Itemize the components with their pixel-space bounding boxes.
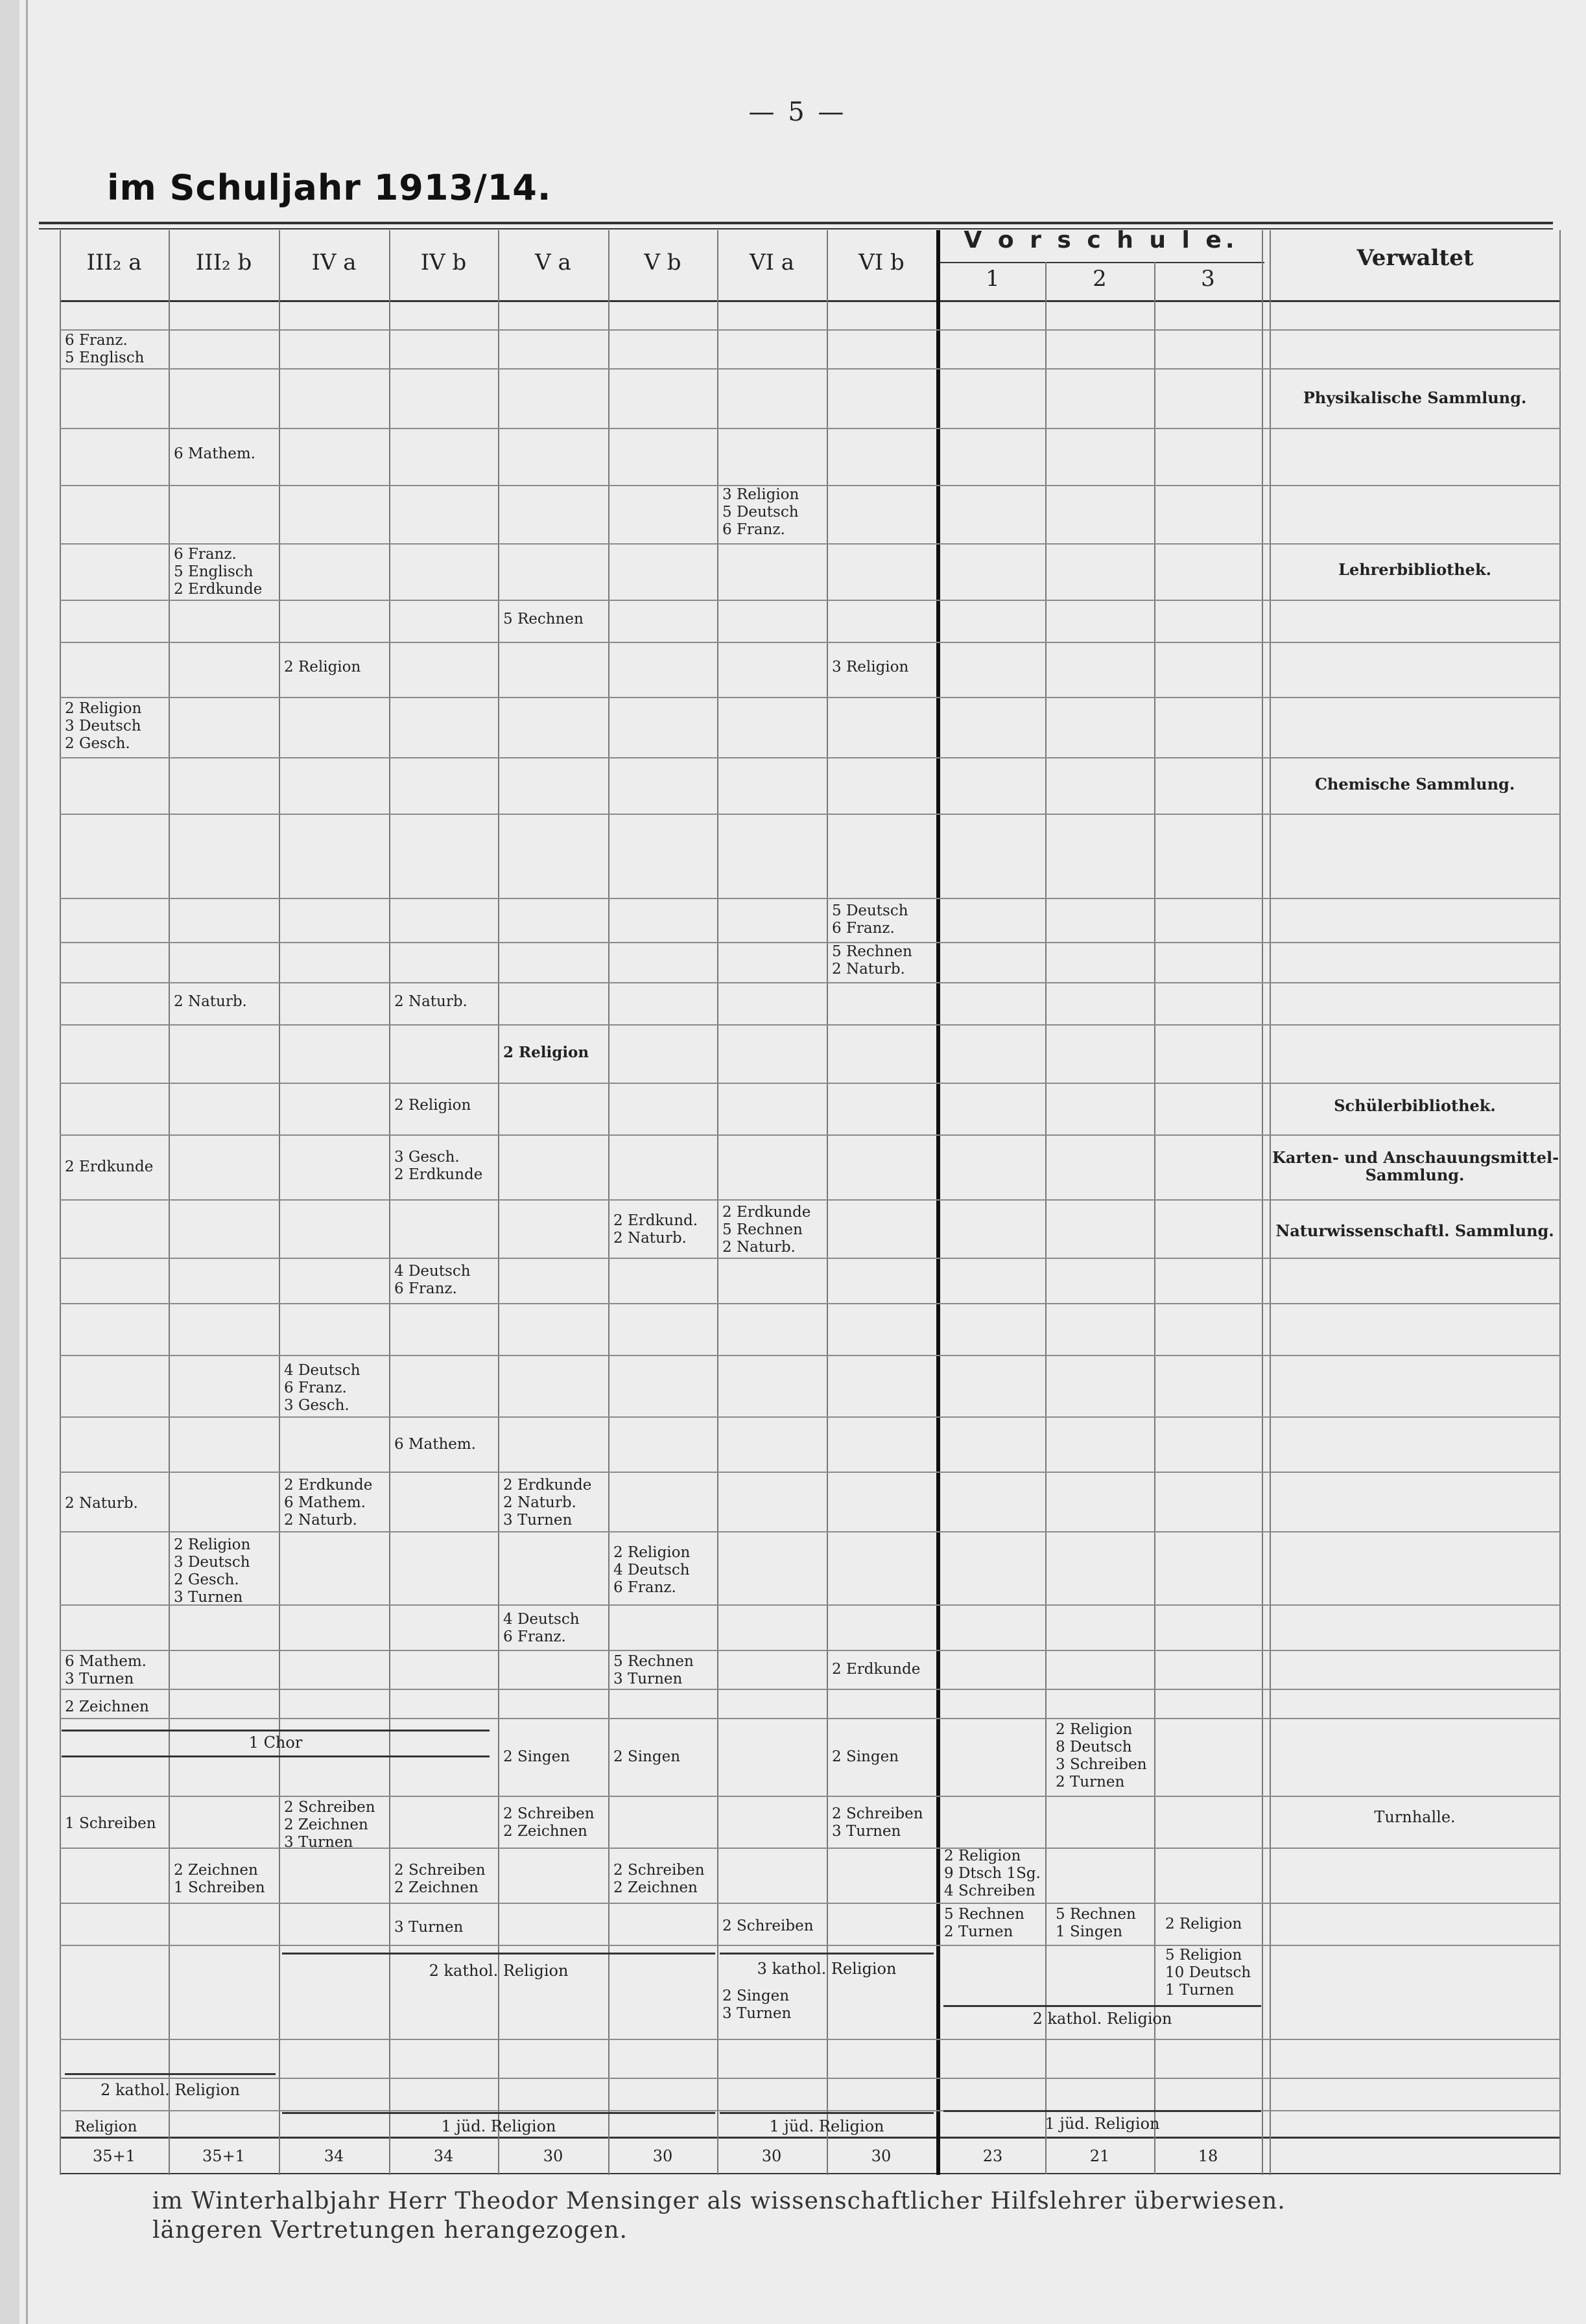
cell-entry: 2 Naturb. [174, 993, 247, 1010]
row-line [60, 757, 1561, 758]
row-line [60, 2078, 1561, 2079]
cell-entry: 2 Religion 3 Deutsch 2 Gesch. 3 Turnen [174, 1536, 251, 1606]
cell-entry: 5 Rechnen [503, 611, 584, 628]
col-header-via: VI a [749, 250, 795, 276]
row-line [60, 1718, 1561, 1719]
brace-jued-iv-v [282, 2112, 715, 2114]
verwaltet-entry: Lehrerbibliothek. [1338, 560, 1491, 579]
row-line [60, 1650, 1561, 1651]
cell-entry: 2 Naturb. [65, 1495, 138, 1512]
col-header-vorschule-1: 1 [986, 266, 1000, 292]
brace-jued-vi-label: 1 jüd. Religion [769, 2117, 884, 2135]
page-number: — 5 — [748, 97, 847, 127]
row-line [60, 1604, 1561, 1606]
brace-kathol-vi-label: 3 kathol. Religion [757, 1960, 897, 1978]
table-top-rule [39, 222, 1553, 224]
page-title: im Schuljahr 1913/14. [107, 167, 552, 208]
row-line [60, 2039, 1561, 2040]
cell-entry: Religion [75, 2119, 137, 2135]
cell-entry: 6 Franz. 5 Englisch 2 Erdkunde [174, 546, 263, 598]
page-edge-line [26, 0, 28, 2324]
row-line [60, 1303, 1561, 1304]
cell-entry: 2 Erdkund. 2 Naturb. [613, 1212, 698, 1247]
row-line [60, 1199, 1561, 1201]
brace-kathol-vor-label: 2 kathol. Religion [1032, 2010, 1172, 2028]
col-line [717, 230, 718, 2175]
row-line [60, 543, 1561, 545]
row-line [60, 428, 1561, 429]
col-header-vb: V b [644, 250, 681, 276]
cell-entry: 4 Deutsch 6 Franz. [503, 1611, 580, 1645]
col-header-ivb: IV b [420, 250, 467, 276]
row-line [60, 814, 1561, 815]
brace-kathol-ivab [282, 1953, 715, 1954]
brace-kathol-vi [720, 1953, 934, 1954]
cell-entry: 3 Turnen [394, 1919, 464, 1936]
brace-kathol-iii [65, 2073, 276, 2075]
cell-entry: 6 Mathem. [394, 1436, 476, 1453]
cell-entry: 6 Mathem. [174, 445, 255, 462]
cell-entry: 2 Schreiben [722, 1918, 814, 1934]
row-line [60, 1531, 1561, 1532]
brace-jued-vor-label: 1 jüd. Religion [1045, 2115, 1160, 2133]
cell-entry: 2 Religion [394, 1097, 471, 1114]
cell-entry: 2 Religion [503, 1044, 589, 1061]
cell-entry: 2 Zeichnen 1 Schreiben [174, 1862, 265, 1896]
cell-entry: 2 Singen [503, 1748, 571, 1765]
cell-entry: 2 Singen 3 Turnen [722, 1988, 792, 2022]
row-line [60, 1024, 1561, 1026]
col-header-vorschule-2: 2 [1093, 266, 1107, 292]
col-header-iva: IV a [311, 250, 357, 276]
row-line [60, 1416, 1561, 1418]
total-via: 30 [761, 2147, 782, 2165]
cell-entry: 4 Deutsch 6 Franz. [394, 1263, 471, 1297]
col-line [279, 230, 280, 2175]
cell-entry: 4 Deutsch 6 Franz. 3 Gesch. [284, 1362, 361, 1414]
row-line [60, 898, 1561, 899]
footer-line-1: im Winterhalbjahr Herr Theodor Mensinger als wissenschaftlicher Hilfslehrer überwiesen. [152, 2188, 1286, 2214]
row-line [60, 1258, 1561, 1259]
cell-entry: 2 Singen [613, 1748, 681, 1765]
brace-chor [62, 1730, 490, 1731]
verwaltet-entry: Chemische Sammlung. [1314, 775, 1515, 793]
row-line [60, 697, 1561, 698]
cell-entry: 2 Schreiben 2 Zeichnen [394, 1862, 486, 1896]
col-line [169, 230, 170, 2175]
row-line [60, 1355, 1561, 1356]
cell-entry: 5 Religion 10 Deutsch 1 Turnen [1165, 1947, 1251, 1999]
col-header-iii2a: III₂ a [86, 250, 142, 276]
row-line [60, 485, 1561, 486]
footer-line-2: längeren Vertretungen herangezogen. [152, 2217, 628, 2244]
cell-entry: 2 Schreiben 2 Zeichnen [503, 1805, 595, 1840]
col-line [608, 230, 610, 2175]
row-line [60, 600, 1561, 601]
brace-kathol-ivab-label: 2 kathol. Religion [429, 1962, 569, 1980]
cell-entry: 2 Religion 4 Deutsch 6 Franz. [613, 1544, 691, 1596]
col-line [1045, 262, 1047, 2174]
col-header-verwaltet: Verwaltet [1356, 245, 1474, 271]
total-iii2a: 35+1 [93, 2147, 136, 2165]
total-vb: 30 [652, 2147, 673, 2165]
totals-bottom-rule [60, 2173, 1561, 2174]
brace-kathol-iii-label: 2 kathol. Religion [101, 2081, 240, 2099]
cell-entry: 5 Rechnen 1 Singen [1056, 1906, 1136, 1940]
brace-jued-iv-v-label: 1 jüd. Religion [441, 2117, 556, 2135]
cell-entry: 5 Deutsch 6 Franz. [832, 902, 908, 937]
cell-entry: 2 Schreiben 3 Turnen [832, 1805, 923, 1840]
header-bottom-rule [60, 300, 1561, 302]
cell-entry: 2 Erdkunde 5 Rechnen 2 Naturb. [722, 1204, 811, 1256]
row-line [60, 1689, 1561, 1690]
row-line [60, 1083, 1561, 1084]
col-line [1559, 230, 1561, 2175]
col-header-vib: VI b [858, 250, 905, 276]
brace-kathol-vor [943, 2005, 1261, 2007]
col-line [1262, 230, 1263, 2175]
cell-entry: 2 Religion 3 Deutsch 2 Gesch. [65, 700, 142, 752]
vorschule-sub-rule [940, 262, 1264, 263]
col-header-va: V a [535, 250, 571, 276]
cell-entry: 5 Rechnen 2 Turnen [944, 1906, 1024, 1940]
total-vib: 30 [871, 2147, 892, 2165]
total-iii2b: 35+1 [202, 2147, 245, 2165]
total-vorschule-1: 23 [982, 2147, 1003, 2165]
brace-chor-label: 1 Chor [248, 1733, 303, 1752]
cell-entry: 2 Erdkunde [832, 1661, 921, 1678]
verwaltet-entry: Schülerbibliothek. [1334, 1096, 1496, 1115]
table-top-rule-2 [39, 228, 1553, 229]
cell-entry: 2 Erdkunde 2 Naturb. 3 Turnen [503, 1477, 592, 1529]
col-line [1270, 230, 1271, 2175]
cell-entry: 2 Schreiben 2 Zeichnen 3 Turnen [284, 1799, 375, 1851]
cell-entry: 5 Rechnen 2 Naturb. [832, 943, 912, 978]
row-line [60, 1472, 1561, 1473]
row-line [60, 2110, 1561, 2111]
verwaltet-entry: Naturwissenschaftl. Sammlung. [1275, 1221, 1554, 1240]
row-line [60, 1134, 1561, 1136]
cell-entry: 2 Schreiben 2 Zeichnen [613, 1862, 705, 1896]
col-line [827, 230, 828, 2175]
row-line [60, 1945, 1561, 1946]
brace-jued-vor [943, 2110, 1261, 2112]
total-vorschule-3: 18 [1198, 2147, 1218, 2165]
row-line [60, 942, 1561, 943]
row-line [60, 982, 1561, 983]
cell-entry: 2 Erdkunde [65, 1158, 154, 1175]
verwaltet-entry: Karten- und Anschauungsmittel- Sammlung. [1272, 1148, 1559, 1184]
cell-entry: 2 Religion 8 Deutsch 3 Schreiben 2 Turnen [1056, 1721, 1147, 1790]
col-header-iii2b: III₂ b [195, 250, 252, 276]
col-line [1154, 262, 1155, 2174]
cell-entry: 2 Religion 9 Dtsch 1Sg. 4 Schreiben [944, 1848, 1041, 1899]
total-ivb: 34 [433, 2147, 454, 2165]
page-edge [0, 0, 19, 2324]
row-line [60, 329, 1561, 331]
brace-chor-bottom [62, 1755, 490, 1757]
cell-entry: 1 Schreiben [65, 1815, 156, 1832]
col-line [389, 230, 390, 2175]
brace-jued-vi [720, 2112, 934, 2114]
vorschule-divider [936, 230, 940, 2175]
cell-entry: 2 Religion [284, 659, 361, 675]
cell-entry: 2 Zeichnen [65, 1698, 149, 1715]
row-line [60, 642, 1561, 643]
row-line [60, 1903, 1561, 1904]
cell-entry: 6 Franz. 5 Englisch [65, 332, 145, 366]
cell-entry: 2 Naturb. [394, 993, 468, 1010]
verwaltet-entry: Physikalische Sammlung. [1303, 388, 1527, 407]
row-line [60, 1796, 1561, 1797]
cell-entry: 3 Religion 5 Deutsch 6 Franz. [722, 486, 799, 538]
col-header-vorschule-3: 3 [1201, 266, 1215, 292]
col-line [498, 230, 499, 2175]
cell-entry: 6 Mathem. 3 Turnen [65, 1653, 147, 1687]
total-iva: 34 [324, 2147, 344, 2165]
cell-entry: 5 Rechnen 3 Turnen [613, 1653, 694, 1687]
cell-entry: 3 Gesch. 2 Erdkunde [394, 1149, 483, 1183]
col-header-vorschule: V o r s c h u l e. [964, 227, 1238, 253]
verwaltet-entry: Turnhalle. [1374, 1808, 1456, 1826]
total-va: 30 [543, 2147, 563, 2165]
cell-entry: 2 Singen [832, 1748, 899, 1765]
col-line [60, 230, 61, 2175]
cell-entry: 3 Religion [832, 659, 909, 675]
cell-entry: 2 Erdkunde 6 Mathem. 2 Naturb. [284, 1477, 373, 1529]
cell-entry: 2 Religion [1165, 1916, 1242, 1932]
total-vorschule-2: 21 [1089, 2147, 1110, 2165]
totals-top-rule [60, 2137, 1561, 2139]
row-line [60, 368, 1561, 370]
